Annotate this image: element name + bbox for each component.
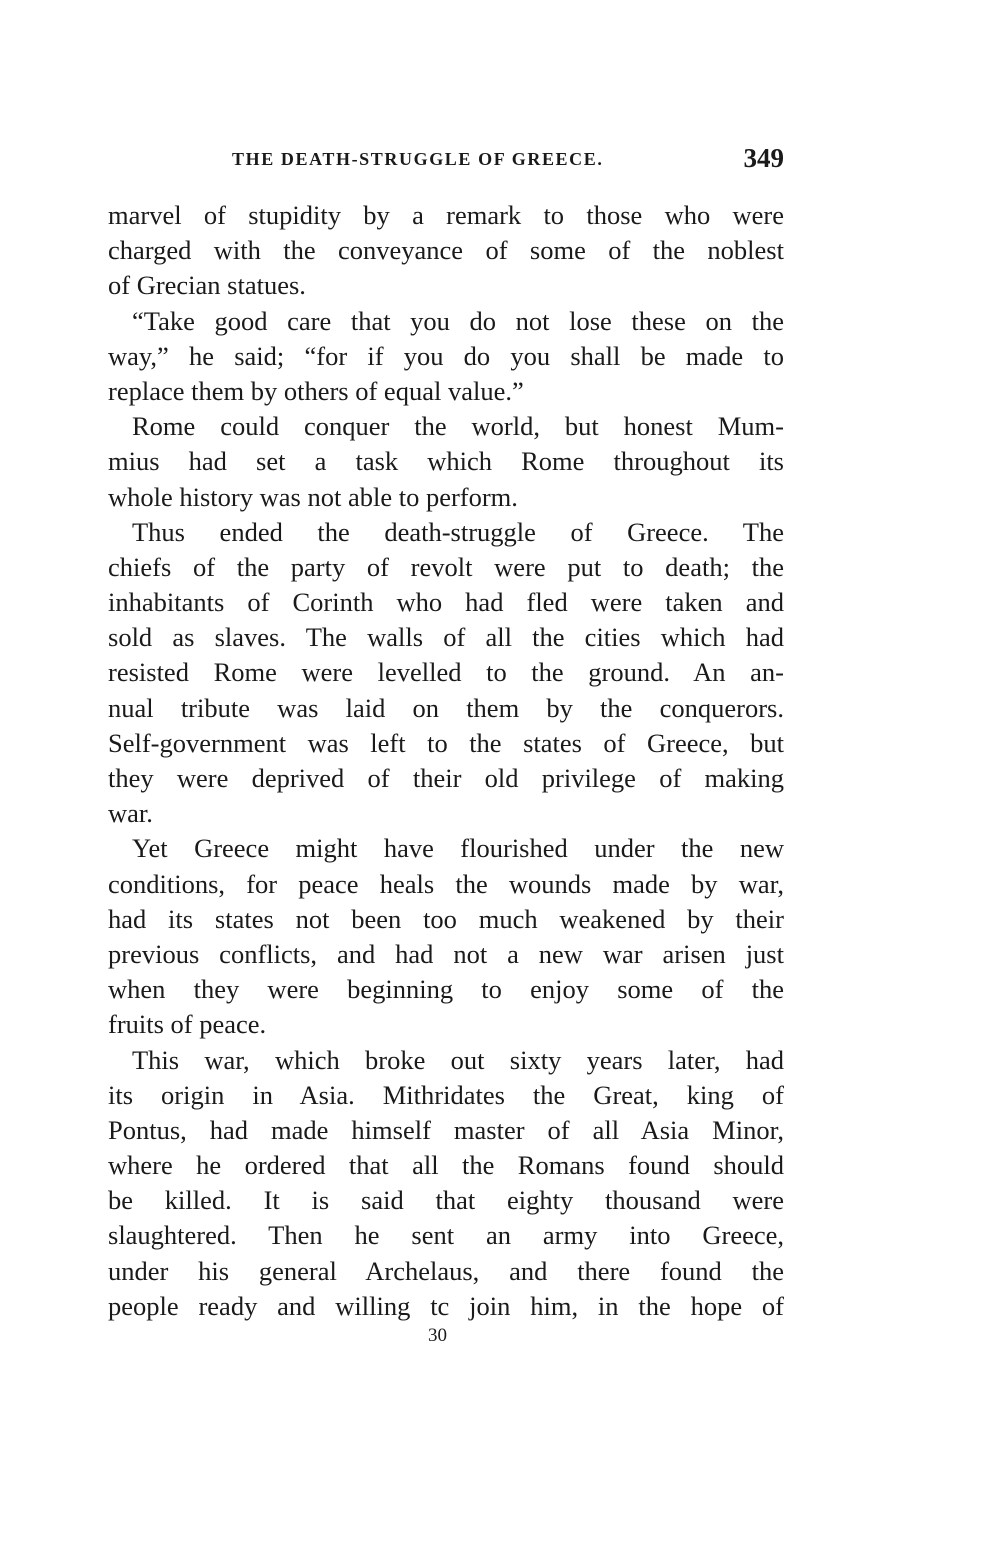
text-line: war. xyxy=(108,798,153,829)
text-line: where he ordered that all the Romans found should xyxy=(108,1150,784,1181)
running-head xyxy=(108,145,784,177)
text-line: resisted Rome were levelled to the ground. An an- xyxy=(108,657,784,688)
text-line: Rome could conquer the world, but honest Mum- xyxy=(132,411,784,442)
text-line: nual tribute was laid on them by the conquerors. xyxy=(108,692,784,723)
text-line: Self-government was left to the states of Greece, but xyxy=(108,727,784,758)
text-line: charged with the conveyance of some of the noblest xyxy=(108,235,784,266)
text-line: had its states not been too much weakened by their xyxy=(108,903,784,934)
chapter-title: THE DEATH-STRUGGLE OF GREECE. xyxy=(232,149,604,169)
paragraph xyxy=(108,198,784,304)
text-line: be killed. It is said that eighty thousand were xyxy=(108,1185,784,1216)
page-number: 349 xyxy=(743,143,784,173)
text-line: This war, which broke out sixty years later, had xyxy=(132,1044,784,1075)
text-line: its origin in Asia. Mithridates the Great, king of xyxy=(108,1079,784,1110)
text-line: Thus ended the death-struggle of Greece. The xyxy=(132,516,784,547)
text-line: of Grecian statues. xyxy=(108,270,306,301)
paragraph xyxy=(108,304,784,410)
text-line: way,” he said; “for if you do you shall be made to xyxy=(108,340,784,371)
text-line: people ready and willing tc join him, in the hope of xyxy=(108,1290,784,1321)
paragraph xyxy=(108,409,784,515)
text-line: inhabitants of Corinth who had fled were taken and xyxy=(108,587,784,618)
text-line: previous conflicts, and had not a new war arisen just xyxy=(108,938,784,969)
text-line: conditions, for peace heals the wounds made by war, xyxy=(108,868,784,899)
text-line: fruits of peace. xyxy=(108,1009,267,1040)
text-line: they were deprived of their old privilege of making xyxy=(108,763,784,793)
body-text xyxy=(108,198,784,1324)
text-line: “Take good care that you do not lose these on the xyxy=(132,305,784,336)
text-line: under his general Archelaus, and there found the xyxy=(108,1255,784,1286)
paragraph xyxy=(108,1043,784,1325)
text-line: replace them by others of equal value.” xyxy=(108,375,524,406)
text-line: chiefs of the party of revolt were put to death; the xyxy=(108,551,784,582)
text-line: mius had set a task which Rome throughout its xyxy=(108,446,784,477)
text-line: Yet Greece might have flourished under the new xyxy=(132,833,784,864)
text-line: Pontus, had made himself master of all Asia Minor, xyxy=(108,1114,784,1145)
text-line: when they were beginning to enjoy some of the xyxy=(108,974,784,1005)
paragraph xyxy=(108,515,784,832)
text-line: sold as slaves. The walls of all the cities which had xyxy=(108,622,784,653)
text-line: slaughtered. Then he sent an army into Greece, xyxy=(108,1220,784,1251)
text-line: marvel of stupidity by a remark to those who were xyxy=(108,200,784,230)
paragraph xyxy=(108,831,784,1042)
signature-mark: 30 xyxy=(428,1325,447,1346)
text-line: whole history was not able to perform. xyxy=(108,481,518,512)
